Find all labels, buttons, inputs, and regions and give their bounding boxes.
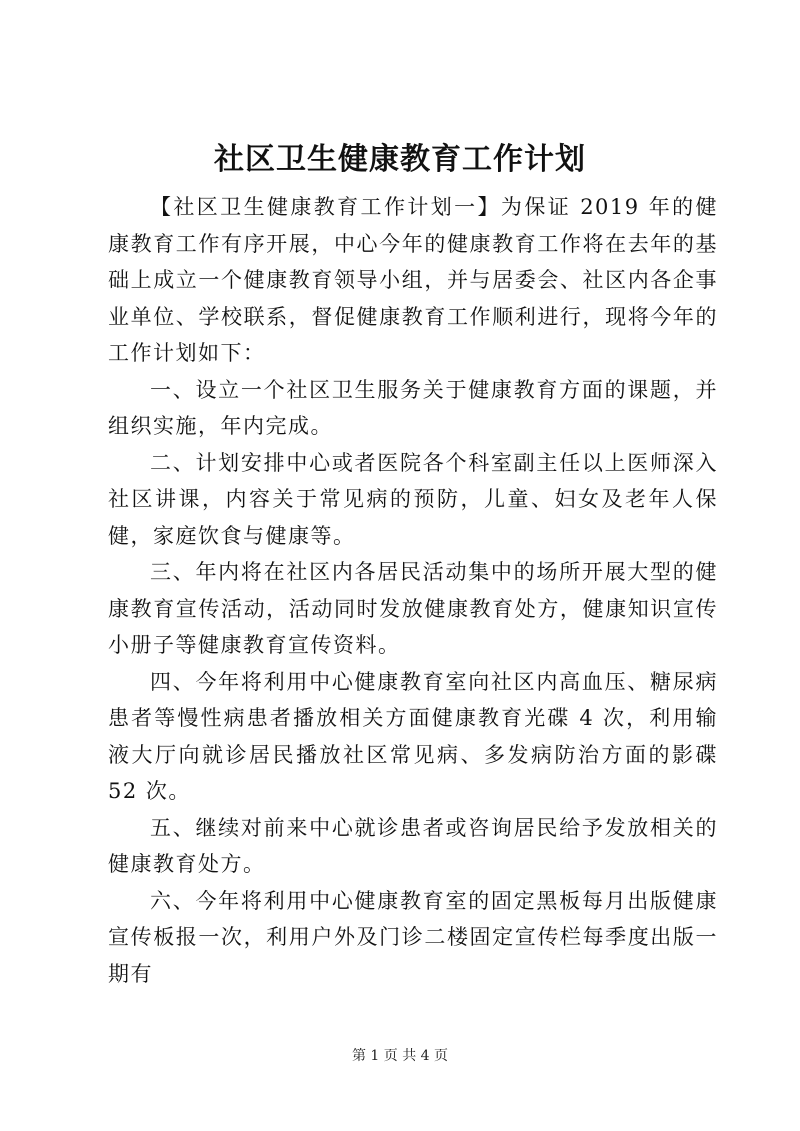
paragraph-item-6: 六、今年将利用中心健康教育室的固定黑板每月出版健康宣传板报一次，利用户外及门诊二楼固定宣传栏每季度出版一期有: [108, 888, 718, 986]
paragraph-item-1: 一、设立一个社区卫生服务关于健康教育方面的课题，并组织实施，年内完成。: [108, 377, 718, 438]
page-number-footer: 第 1 页 共 4 页: [351, 1048, 449, 1064]
paragraph-intro: 【社区卫生健康教育工作计划一】为保证 2019 年的健康教育工作有序开展，中心今年的健康教育工作将在去年的基础上成立一个健康教育领导小组，并与居委会、社区内各企事业单位、学校联系，督促健康教育工作顺利进行，现将今年的工作计划如下：: [108, 195, 718, 365]
paragraph-item-2: 二、计划安排中心或者医院各个科室副主任以上医师深入社区讲课，内容关于常见病的预防，儿童、妇女及老年人保健，家庭饮食与健康等。: [108, 450, 718, 548]
paragraph-item-4: 四、今年将利用中心健康教育室向社区内高血压、糖尿病患者等慢性病患者播放相关方面健康教育光碟 4 次，利用输液大厅向就诊居民播放社区常见病、多发病防治方面的影碟 52 次。: [108, 669, 718, 803]
paragraph-item-5: 五、继续对前来中心就诊患者或咨询居民给予发放相关的健康教育处方。: [108, 815, 718, 876]
paragraph-item-3: 三、年内将在社区内各居民活动集中的场所开展大型的健康教育宣传活动，活动同时发放健康教育处方，健康知识宣传小册子等健康教育宣传资料。: [108, 560, 718, 657]
document-body: [108, 189, 718, 992]
document-title: 社区卫生健康教育工作计划: [214, 142, 586, 177]
